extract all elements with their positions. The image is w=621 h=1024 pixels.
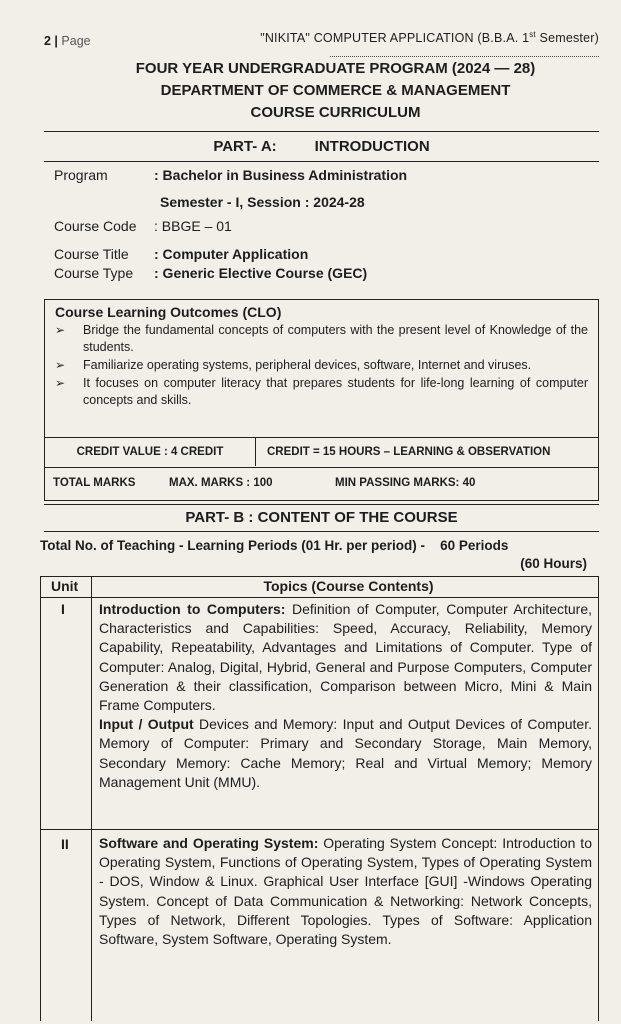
arrow-bullet-icon: ➢	[55, 376, 66, 390]
arrow-bullet-icon: ➢	[55, 323, 66, 337]
program-title-line: FOUR YEAR UNDERGRADUATE PROGRAM (2024 — 28)	[135, 60, 536, 77]
min-passing-marks: MIN PASSING MARKS: 40	[335, 477, 476, 489]
arrow-bullet-icon: ➢	[55, 358, 66, 372]
marks-row	[45, 467, 598, 500]
course-type-field: Course Type : Generic Elective Course (GEC)	[54, 265, 368, 281]
unit-number: I	[61, 601, 65, 617]
page-number: 2 | Page	[44, 34, 91, 48]
credit-row	[45, 437, 598, 466]
book-title: "NIKITA" COMPUTER APPLICATION (B.B.A. 1st Semester)	[260, 30, 599, 46]
list-item: ➢ Bridge the fundamental concepts of computers with the present level of Knowledge of the students.	[55, 323, 588, 354]
clo-box	[44, 299, 599, 501]
unit-table	[40, 576, 599, 1021]
clo-list	[55, 322, 588, 410]
list-item: ➢ Familiarize operating systems, peripheral devices, software, Internet and viruses.	[55, 358, 532, 372]
teaching-hours: (60 Hours)	[520, 556, 587, 571]
list-item: ➢ It focuses on computer literacy that prepares students for life-long learning of computer concepts and skills.	[55, 376, 588, 407]
credit-value: CREDIT VALUE : 4 CREDIT	[45, 438, 256, 466]
part-b-heading: PART- B : CONTENT OF THE COURSE	[185, 509, 458, 526]
divider	[44, 504, 599, 505]
row-divider	[41, 829, 598, 830]
department-title: DEPARTMENT OF COMMERCE & MANAGEMENT	[160, 82, 511, 99]
table-row: Introduction to Computers: Definition of Computer, Computer Architecture, Characteristics and Capabilities: Speed, Accuracy, Reliability, Memory Capability, Repeatability, Advantages and Limitations of Computer. Type of Computer: Analog, Digital, Hybrid, General and Purpose Computers, Computer Generation & their classification, Comparison between Micro, Mini & Main Frame Computers. Input / Output Devices and Memory: Input and Output Devices of Computer. Memory of Computer: Primary and Secondary Storage, Main Memory, Secondary Memory: Cache Memory; Real and Virtual Memory; Memory Management Unit (MMU).	[99, 601, 592, 790]
col-topics: Topics (Course Contents)	[263, 578, 434, 594]
course-title-field: Course Title : Computer Application	[54, 246, 309, 262]
col-unit: Unit	[51, 578, 79, 594]
program-field: Program : Bachelor in Business Administration	[54, 167, 408, 183]
header-divider	[330, 56, 599, 57]
credit-hours: CREDIT = 15 HOURS – LEARNING & OBSERVATION	[267, 446, 551, 458]
part-a-heading: PART- A: INTRODUCTION	[213, 138, 430, 155]
divider	[44, 131, 599, 132]
course-code-field: Course Code : BBGE – 01	[54, 218, 232, 234]
teaching-periods: Total No. of Teaching - Learning Periods (01 Hr. per period) - 60 Periods	[40, 538, 509, 553]
clo-title: Course Learning Outcomes (CLO)	[55, 304, 282, 320]
divider	[44, 531, 599, 532]
semester-field: Semester - I, Session : 2024-28	[160, 194, 365, 210]
divider	[44, 161, 599, 162]
unit-number: II	[61, 836, 69, 852]
table-row: Software and Operating System: Operating System Concept: Introduction to Operating System, Functions of Operating System, Types of Operating System - DOS, Window & Linux. Graphical User Interface [GUI] -Windows Operating System. Concept of Data Communication & Networking: Network Concepts, Types of Network, Different Topologies. Types of Software: Application Software, System Software, Operating System.	[99, 835, 592, 948]
running-head	[44, 30, 599, 52]
max-marks: MAX. MARKS : 100	[169, 477, 273, 489]
column-divider	[91, 577, 92, 1021]
table-header	[41, 577, 598, 598]
total-marks-label: TOTAL MARKS	[53, 477, 136, 489]
program-title	[90, 58, 581, 124]
curriculum-title: COURSE CURRICULUM	[250, 104, 421, 121]
